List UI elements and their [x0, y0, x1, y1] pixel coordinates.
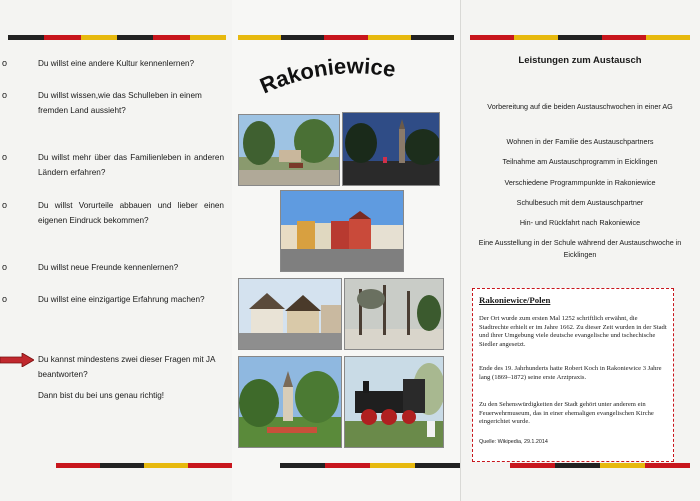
question-text: Du willst eine einzigartige Erfahrung machen?	[38, 295, 205, 304]
info-paragraph: Ende des 19. Jahrhunderts hatte Robert Koch in Rakoniewice 3 Jahre lang (1869–1872) seine erste Arztpraxis.	[479, 365, 662, 381]
bullet: o	[2, 294, 8, 304]
services-heading: Leistungen zum Austausch	[518, 55, 642, 66]
info-title: Rakoniewice/Polen	[479, 295, 551, 305]
photo-timber-houses	[238, 278, 342, 350]
flag-stripe-top	[470, 35, 690, 40]
photo-park-trees	[344, 278, 444, 350]
flag-stripe-top	[238, 35, 454, 40]
flag-stripe-top	[8, 35, 226, 40]
town-info-box	[472, 288, 674, 462]
service-item: Schulbesuch mit dem Austauschpartner	[516, 198, 644, 207]
question-item	[2, 56, 224, 71]
flag-stripe-bottom	[510, 463, 690, 468]
question-text: Du willst mehr über das Familienleben in anderen Ländern erfahren?	[38, 153, 224, 177]
photo-town-square	[238, 114, 340, 186]
service-item: Teilnahme am Austauschprogramm in Eicklingen	[502, 157, 658, 166]
highlight-text: Du kannst mindestens zwei dieser Fragen mit JA beantworten?	[38, 355, 216, 379]
highlight-item	[38, 352, 224, 382]
service-item: Wohnen in der Familie des Austauschpartners	[506, 137, 654, 146]
bullet: o	[2, 152, 8, 162]
question-item	[2, 292, 224, 307]
service-item: Verschiedene Programmpunkte in Rakoniewice	[504, 178, 656, 187]
left-panel	[0, 0, 232, 501]
photo-colourful-houses	[280, 190, 404, 272]
closing-text: Dann bist du bei uns genau richtig!	[38, 391, 165, 400]
info-paragraph: Der Ort wurde zum ersten Mal 1252 schriftlich erwähnt, die Stadtrechte erhielt er im Jahre 1662. Zu dieser Zeit wurden in der Stadt und ihrer Umgebung viele deutsche evangelische und tschechische Siedler angesetzt.	[479, 315, 667, 348]
bullet: o	[2, 262, 8, 272]
right-panel	[460, 0, 700, 501]
middle-panel	[232, 0, 460, 501]
question-text: Du willst neue Freunde kennenlernen?	[38, 263, 179, 272]
photo-church-evening	[342, 112, 440, 186]
bullet: o	[2, 58, 8, 68]
question-item	[2, 88, 224, 118]
flag-stripe-bottom	[56, 463, 232, 468]
photo-church-garden	[238, 356, 342, 448]
service-item: Eine Ausstellung in der Schule während der Austauschwoche in Eicklingen	[478, 238, 682, 259]
svg-text:Rakoniewice	[256, 53, 397, 98]
info-source: Quelle: Wikipedia, 29.1.2014	[479, 439, 548, 445]
town-title-text: Rakoniewice	[256, 53, 398, 99]
question-text: Du willst wissen,wie das Schulleben in einem fremden Land aussieht?	[38, 91, 202, 115]
arrow-right-icon	[0, 353, 34, 367]
flag-stripe-bottom	[280, 463, 460, 468]
service-item: Vorbereitung auf die beiden Austauschwochen in einer AG	[487, 102, 673, 111]
question-text: Du willst Vorurteile abbauen und lieber einen eigenen Eindruck bekommen?	[38, 201, 224, 225]
bullet: o	[2, 200, 8, 210]
question-item	[2, 260, 224, 275]
question-text: Du willst eine andere Kultur kennenlernen?	[38, 59, 195, 68]
town-title	[246, 44, 446, 104]
bullet: o	[2, 90, 8, 100]
question-item	[2, 150, 224, 180]
question-item	[2, 198, 224, 228]
photo-steam-locomotive	[344, 356, 444, 448]
service-item: Hin- und Rückfahrt nach Rakoniewice	[519, 218, 641, 227]
info-paragraph: Zu den Sehenswürdigkeiten der Stadt gehört unter anderem ein Feuerwehrmuseum, das in einer ehemaligen evangelischen Kirche eingerichtet wurde.	[479, 401, 654, 426]
